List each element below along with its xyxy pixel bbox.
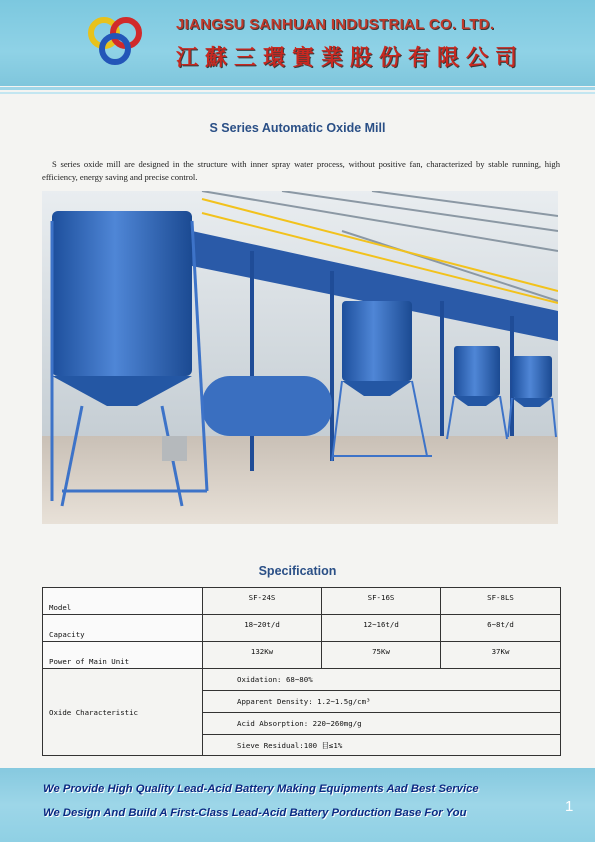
capacity-value: 18~20t/d	[203, 615, 322, 642]
row-label-power: Power of Main Unit	[43, 642, 203, 669]
specification-table	[42, 587, 561, 756]
footer-slogan-line-1: We Provide High Quality Lead-Acid Battery Making Equipments Aad Best Service	[43, 783, 479, 795]
oxide-characteristic-item: Acid Absorption: 220~260mg/g	[203, 713, 561, 735]
power-value: 37Kw	[441, 642, 561, 669]
page-title: S Series Automatic Oxide Mill	[209, 121, 386, 135]
model-value: SF-24S	[203, 588, 322, 615]
table-row	[43, 642, 561, 669]
row-label-model: Model	[43, 588, 203, 615]
oxide-characteristic-item: Apparent Density: 1.2~1.5g/cm³	[203, 691, 561, 713]
power-value: 75Kw	[322, 642, 441, 669]
page-footer	[0, 768, 595, 842]
header-divider-thin	[0, 92, 595, 94]
header-divider	[0, 87, 595, 90]
table-row	[43, 588, 561, 615]
company-logo-icon	[84, 13, 146, 69]
model-value: SF-8LS	[441, 588, 561, 615]
page-number: 1	[565, 798, 574, 815]
intro-paragraph: S series oxide mill are designed in the structure with inner spray water process, without positive fan, characterized by stable running, high efficiency, energy saving and precise control.	[42, 158, 560, 182]
table-row	[43, 615, 561, 642]
oxide-mill-photo	[42, 191, 558, 524]
capacity-value: 6~8t/d	[441, 615, 561, 642]
power-value: 132Kw	[203, 642, 322, 669]
company-name-english: JIANGSU SANHUAN INDUSTRIAL CO. LTD.	[176, 16, 495, 33]
page-header	[0, 0, 595, 86]
oxide-characteristic-item: Oxidation: 68~80%	[203, 669, 561, 691]
oxide-characteristic-item: Sieve Residual:100 目≤1%	[203, 735, 561, 756]
model-value: SF-16S	[322, 588, 441, 615]
table-row	[43, 669, 561, 691]
specification-title: Specification	[258, 564, 337, 578]
footer-slogan-line-2: We Design And Build A First-Class Lead-Acid Battery Porduction Base For You	[43, 807, 467, 819]
row-label-oxide-characteristic: Oxide Characteristic	[43, 669, 203, 756]
company-name-chinese: 江蘇三環實業股份有限公司	[176, 45, 525, 71]
capacity-value: 12~16t/d	[322, 615, 441, 642]
row-label-capacity: Capacity	[43, 615, 203, 642]
